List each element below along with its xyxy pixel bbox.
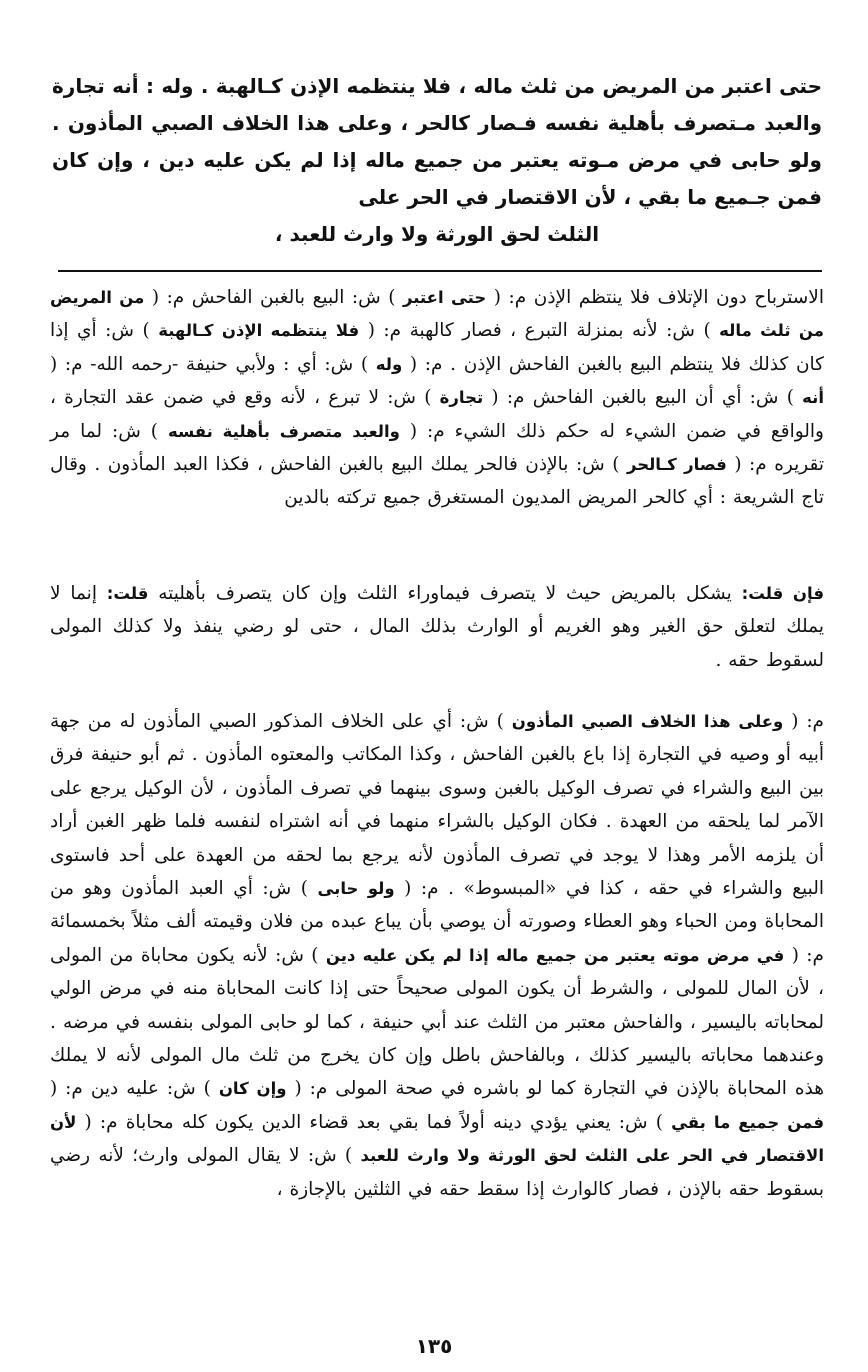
commentary-text: ) ش: لأنه بمنزلة التبرع ، فصار كالهبة م: ( — [359, 320, 720, 342]
commentary-text: ) ش: أي على الخلاف المذكور الصبي المأذون له من جهة أبيه أو وصيه في التجارة إذا باع بالغبن الفاحش ، وكذا المكاتب والمعتوه المأذون . ثم أبو حنيفة فرق بين البيع والشراء في تصرف الوكيل بالغبن وسوى بينهما في تصرف المأذون ، لأن الوكيل يرجع على الآمر لما يلحقه من العهدة . فكان الوكيل بالشراء منهما في أنه اشتراه لنفسه فلما ظهر الغبن أراد أن يلزمه الأمر وهذا لا يوجد في تصرف المأذون لأنه يرجع بما لحقه من العهدة على أحد فاستوى البيع والشراء في حقه ، كذا في «المبسوط» . م: ( — [50, 711, 824, 900]
main-text-last-line: الثلث لحق الورثة ولا وارث للعبد ، — [274, 222, 600, 246]
quoted-main-text: في مرض موته يعتبر من جميع ماله إذا لم يكن عليه دين — [325, 945, 785, 965]
separator-rule — [58, 270, 822, 272]
commentary-text: ) ش: أي إذا كان كذلك فلا ينتظم البيع بالغبن الفاحش الإذن . م: ( — [50, 320, 824, 375]
quoted-main-text: من المريض من ثلث ماله — [50, 288, 824, 341]
quoted-main-text: قلت: — [106, 584, 149, 603]
quoted-main-text: وإن كان — [218, 1079, 287, 1099]
commentary-paragraph-2 — [50, 577, 824, 677]
quoted-main-text: فصار كـالحر — [626, 455, 727, 475]
commentary-text: يشكل بالمريض حيث لا يتصرف فيماوراء الثلث وإن كان يتصرف بأهليته — [148, 583, 742, 604]
quoted-main-text: وعلى هذا الخلاف الصبي المأذون — [511, 712, 784, 731]
quoted-main-text: وله — [375, 354, 403, 374]
commentary-text: ) ش: لا يقال المولى وارث؛ لأنه رضي بسقوط حقه بالإذن ، فصار كالوارث إذا سقط حقه في الثلثين بالإجازة ، — [50, 1145, 824, 1200]
quoted-main-text: لأن الاقتصار في الحر على الثلث لحق الورثة ولا وارث للعبد — [50, 1112, 824, 1166]
commentary-text: ) ش: البيع بالغبن الفاحش م: ( — [144, 287, 403, 308]
commentary-text: ) ش: لما مر تقريره م: ( — [50, 420, 824, 476]
quoted-main-text: ولو حابى — [317, 879, 395, 899]
main-text — [52, 68, 822, 253]
commentary-text: ) ش: لا تبرع ، لأنه وقع في ضمن عقد التجارة ، والواقع في ضمن الشيء له حكم ذلك الشيء م: ( — [50, 387, 824, 442]
commentary-text: ) ش: عليه دين م: ( — [50, 1078, 219, 1100]
commentary-text: ) ش: يعني يؤدي دينه أولاً فما بقي بعد قضاء الدين يكون كله محاباة م: ( — [76, 1111, 672, 1133]
page-number: ١٣٥ — [415, 1334, 453, 1358]
quoted-main-text: فمن جميع ما بقي — [671, 1112, 824, 1132]
quoted-main-text: حتى اعتبر — [402, 288, 487, 307]
quoted-main-text: تجارة — [439, 388, 484, 408]
commentary-text: إنما لا يملك لتعلق حق الغير وهو الغريم أو الوارث بذلك المال ، حتى لو رضي ينفذ ولا كذلك المولى لسقوط حقه . — [50, 583, 824, 671]
commentary-paragraph-3 — [50, 705, 824, 1206]
commentary-text: الاسترباح دون الإتلاف فلا ينتظم الإذن م: ( — [486, 287, 824, 308]
commentary-text: ) ش: أي أن البيع بالغبن الفاحش م: ( — [483, 387, 803, 409]
main-text-body: حتى اعتبر من المريض من ثلث ماله ، فلا ينتظمه الإذن كـالهبة . وله : أنه تجارة والعبد مـتصرف بأهلية نفسه فـصار كالحر ، وعلى هذا الخلاف الصبي المأذون . ولو حابى في مرض مـوته يعتبر من جميع ماله إذا لم يكن عليه دين ، وإن كان فمن جـميع ما بقي ، لأن الاقتصار في الحر على — [52, 74, 822, 209]
quoted-main-text: فإن قلت: — [741, 584, 824, 603]
quoted-main-text: أنه — [802, 388, 824, 408]
commentary-text: ) ش: بالإذن فالحر يملك البيع بالغبن الفاحش ، فكذا العبد المأذون . وقال تاج الشريعة : أي كالحر المريض المديون المستغرق جميع تركته بالدين — [50, 454, 824, 509]
commentary-text: ) ش: لأنه يكون محاباة من المولى ، لأن المال للمولى ، والشرط أن يكون المولى صحيحاً حتى إذا كانت المحاباة منه في مرض الولي لمحاباته باليسير ، والفاحش معتبر من الثلث عند أبي حنيفة ، كما لو حابى المولى بنفسه في مرضه . وعندهما محاباته باليسير كذلك ، وبالفاحش باطل وإن كان يخرج من ثلث مال المولى لأنه لا يملك هذه المحاباة بالإذن في التجارة كما لو باشره في صحة المولى م: ( — [50, 944, 825, 1100]
quoted-main-text: فلا ينتظمه الإذن كـالهبة — [158, 321, 360, 341]
commentary-text: ) ش: أي : ولأبي حنيفة -رحمه الله- م: ( — [50, 353, 376, 375]
commentary-text: ) ش: أي العبد المأذون وهو من المحاباة ومن الحباء وهو العطاء وصورته أن يوصي بأن يباع عبده من فلان وقيمته ألف مثلاً بخمسمائة م: ( — [50, 878, 824, 966]
commentary-paragraph-1 — [50, 281, 824, 515]
commentary-text: م: ( — [783, 711, 825, 732]
quoted-main-text: والعبد متصرف بأهلية نفسه — [167, 421, 400, 441]
